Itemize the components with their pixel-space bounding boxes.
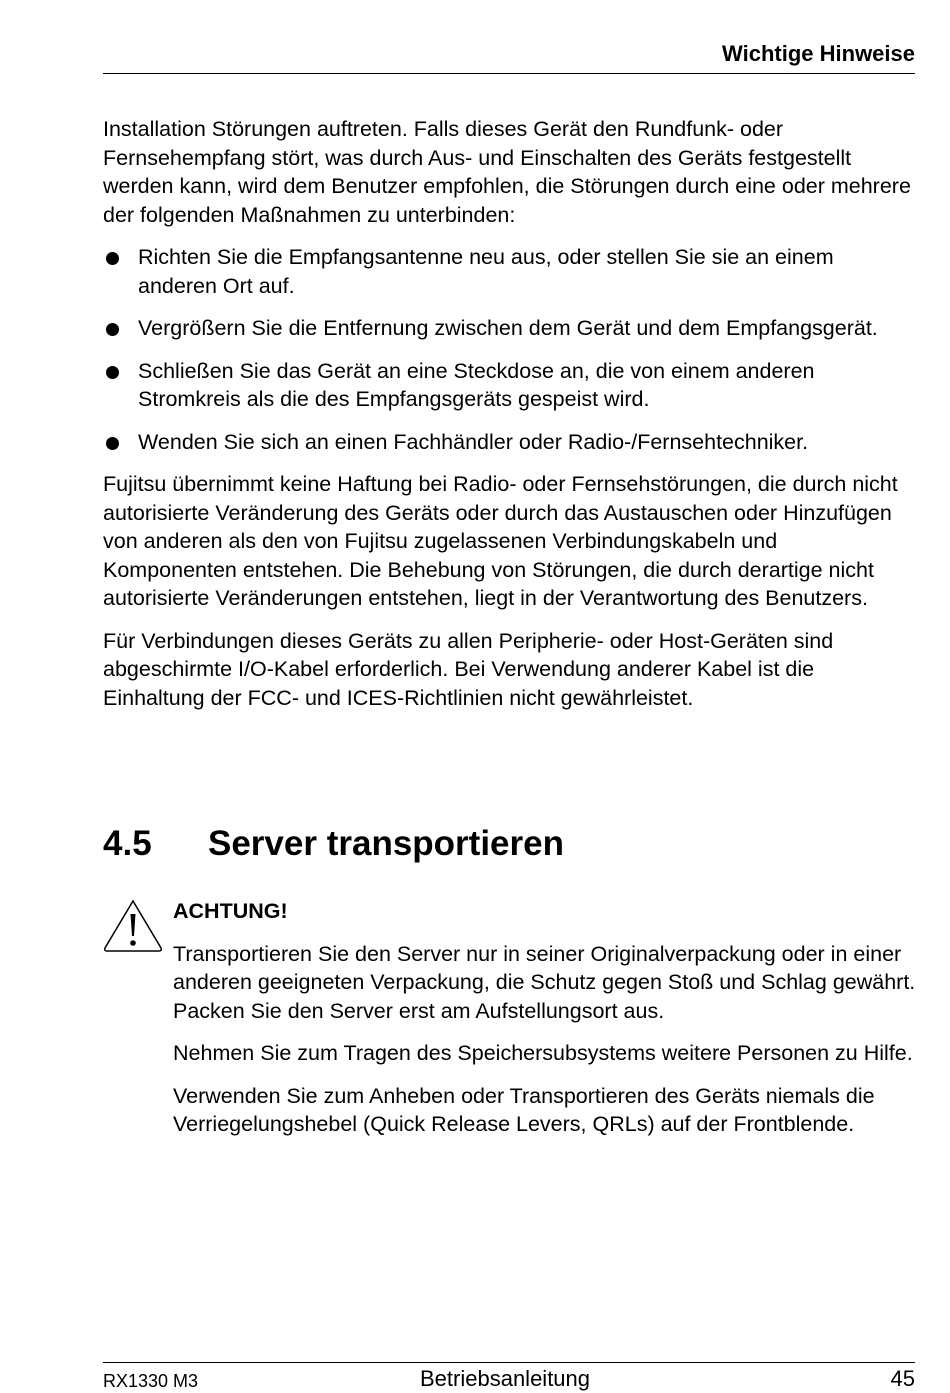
warning-label: ACHTUNG! [173, 899, 288, 923]
bullet-icon [106, 437, 119, 450]
bullet-icon [106, 252, 119, 265]
liability-paragraph: Fujitsu übernimmt keine Haftung bei Radio- oder Fernsehstörungen, die durch nicht autorisierte Veränderung des Geräts oder durch das Austauschen oder Hinzufügen von anderen als den von Fujitsu zugelassenen Verbindungskabeln und Komponenten entstehen. Die Behebung von Störungen, die durch derartige nicht autorisierte Veränderungen entstehen, liegt in der Verantwortung des Benutzers. [103, 472, 898, 610]
warning-paragraph: Verwenden Sie zum Anheben oder Transportieren des Geräts niemals die Verriegelungshebel (Quick Release Levers, QRLs) auf der Frontblende. [173, 1083, 875, 1136]
section-heading [103, 822, 915, 866]
cable-paragraph: Für Verbindungen dieses Geräts zu allen Peripherie- oder Host-Geräten sind abgeschirmte I/O-Kabel erforderlich. Bei Verwendung anderer Kabel ist die Einhaltung der FCC- und ICES-Richtlinien nicht gewährleistet. [103, 628, 834, 710]
intro-paragraph: Installation Störungen auftreten. Falls dieses Gerät den Rundfunk- oder Fernsehempfang stört, was durch Aus- und Einschalten des Geräts festgestellt werden kann, wird dem Benutzer empfohlen, die Störungen durch eine oder mehrere der folgenden Maßnahmen zu unterbinden: [103, 117, 911, 227]
page-number: 45 [890, 1366, 915, 1391]
list-item [103, 243, 915, 300]
warning-triangle-icon [103, 898, 163, 954]
list-item-text: Richten Sie die Empfangsantenne neu aus, oder stellen Sie sie an einem anderen Ort auf. [138, 245, 834, 298]
warning-paragraph: Nehmen Sie zum Tragen des Speichersubsystems weitere Personen zu Hilfe. [173, 1041, 913, 1065]
list-item [103, 357, 915, 414]
footer-divider [103, 1362, 915, 1363]
warning-block [173, 897, 918, 1153]
list-item-text: Vergrößern Sie die Entfernung zwischen dem Gerät und dem Empfangsgerät. [138, 316, 878, 340]
page-header-title: Wichtige Hinweise [722, 41, 915, 66]
list-item [103, 314, 915, 343]
bullet-icon [106, 366, 119, 379]
header-divider [103, 73, 915, 74]
bullet-icon [106, 323, 119, 336]
footer-model: RX1330 M3 [103, 1371, 199, 1391]
warning-paragraph: Transportieren Sie den Server nur in seiner Originalverpackung oder in einer anderen geeigneten Verpackung, die Schutz gegen Stoß und Schlag gewährt. Packen Sie den Server erst am Aufstellungsort aus. [173, 941, 916, 1023]
footer-document-title: Betriebsanleitung [420, 1366, 591, 1391]
list-item [103, 428, 915, 457]
list-item-text: Schließen Sie das Gerät an eine Steckdose an, die von einem anderen Stromkreis als die des Empfangsgeräts gespeist wird. [138, 358, 815, 411]
section-number: 4.5 [103, 824, 152, 863]
body-content [103, 115, 915, 726]
measures-list [103, 243, 915, 456]
section-title: Server transportieren [208, 824, 564, 863]
list-item-text: Wenden Sie sich an einen Fachhändler oder Radio-/Fernsehtechniker. [138, 429, 809, 454]
